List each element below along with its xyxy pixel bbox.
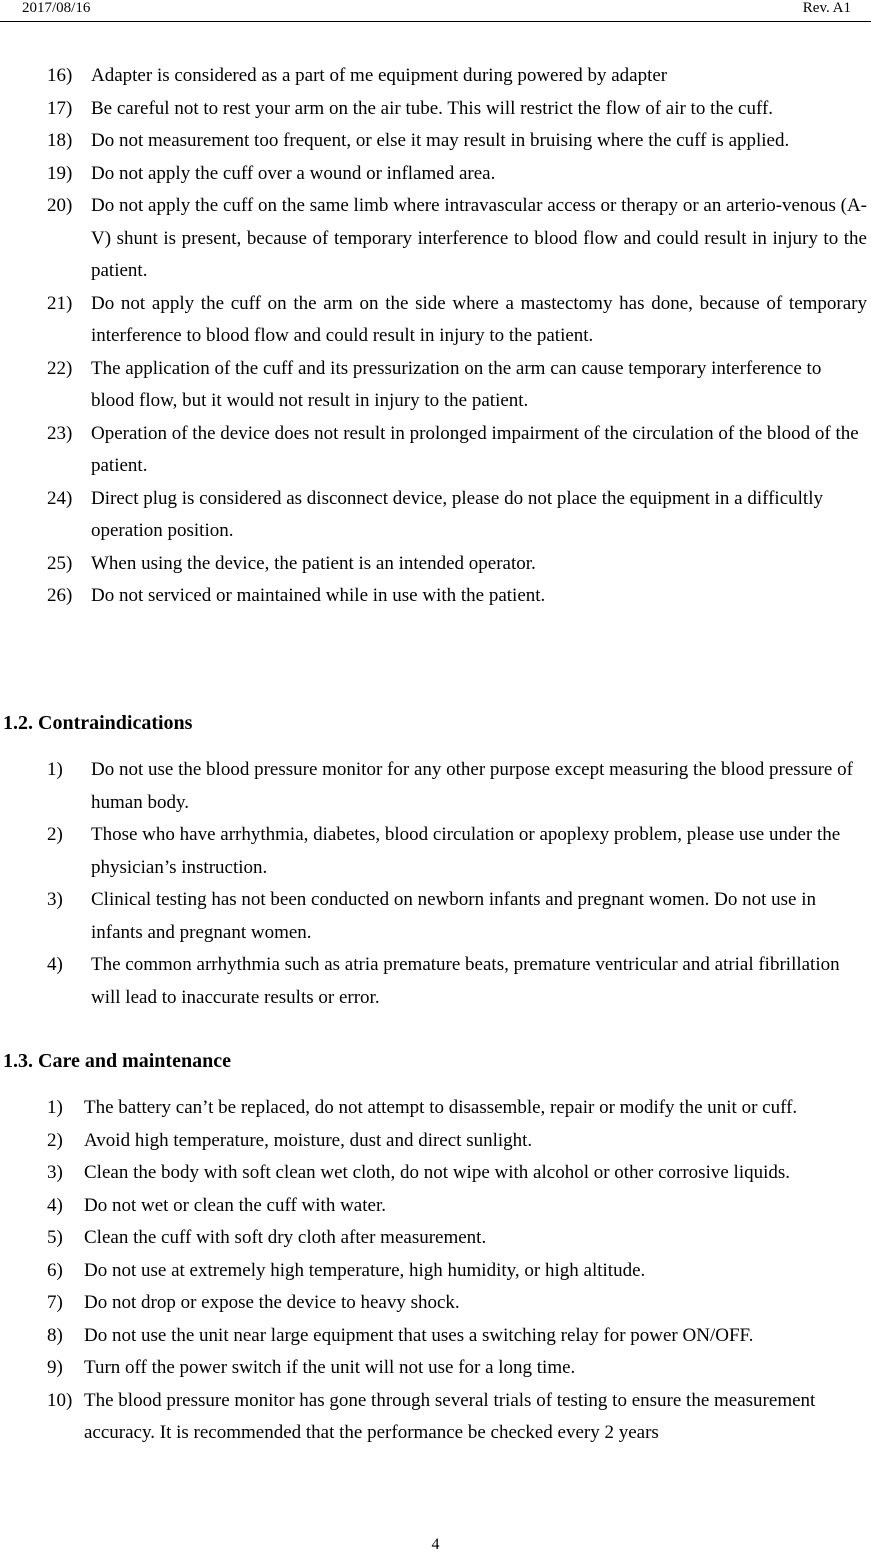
list-item [0,1385,871,1450]
item-text: Clean the cuff with soft dry cloth after measurement. [84,1227,487,1248]
item-number: 18) [47,130,73,151]
item-number: 3) [47,889,63,910]
item-text: Be careful not to rest your arm on the air tube. This will restrict the flow of air to the cuff. [91,97,774,119]
item-number: 17) [47,97,73,119]
list-item [0,125,871,158]
item-text: Do not apply the cuff over a wound or inflamed area. [91,162,496,184]
list-item [0,884,871,949]
list-item [0,580,871,613]
item-number: 5) [47,1227,63,1248]
list-item [0,93,871,126]
item-number: 4) [47,954,63,975]
list-item [0,1092,871,1125]
item-number: 8) [47,1324,63,1346]
item-text: Adapter is considered as a part of me equipment during powered by adapter [91,65,668,86]
item-number: 22) [47,357,73,379]
list-item [0,1190,871,1223]
warnings-list [0,60,871,613]
header-revision: Rev. A1 [802,0,851,16]
item-text: Turn off the power switch if the unit will not use for a long time. [84,1357,576,1378]
item-text: Do not use at extremely high temperature, high humidity, or high altitude. [84,1259,646,1281]
list-item [0,60,871,93]
list-item [0,418,871,483]
list-item [0,1255,871,1288]
item-text: Do not drop or expose the device to heavy shock. [84,1292,460,1313]
item-number: 20) [47,195,73,216]
list-item [0,483,871,548]
page-header [0,0,871,22]
item-number: 26) [47,585,73,606]
item-text: Direct plug is considered as disconnect device, please do not place the equipment in a difficultly operation position. [91,487,823,541]
item-text: The battery can’t be replaced, do not attempt to disassemble, repair or modify the unit or cuff. [84,1097,798,1118]
care-list [0,1092,871,1450]
list-item [0,1352,871,1385]
list-item [0,158,871,191]
section-heading-contraindications: 1.2. Contraindications [3,712,193,734]
list-item [0,1287,871,1320]
item-number: 10) [47,1389,73,1411]
item-text: Do not apply the cuff on the same limb where intravascular access or therapy or an arterio-venous (A-V) shunt is present, because of temporary interference to blood flow and could result in injury to the patient. [91,195,867,281]
item-number: 3) [47,1162,63,1183]
contraindications-list [0,754,871,1014]
list-item [0,819,871,884]
item-number: 23) [47,422,73,444]
item-number: 1) [47,1097,63,1118]
item-number: 4) [47,1194,63,1216]
item-text: The application of the cuff and its pressurization on the arm can cause temporary interference to blood flow, but it would not result in injury to the patient. [91,357,822,411]
list-item [0,1125,871,1158]
item-number: 16) [47,65,73,86]
item-text: Clean the body with soft clean wet cloth, do not wipe with alcohol or other corrosive liquids. [84,1162,791,1183]
item-text: Operation of the device does not result in prolonged impairment of the circulation of the blood of the patient. [91,422,859,476]
item-text: Do not measurement too frequent, or else it may result in bruising where the cuff is applied. [91,130,790,151]
section-heading-care: 1.3. Care and maintenance [3,1050,231,1072]
item-text: Those who have arrhythmia, diabetes, blood circulation or apoplexy problem, please use under the physician’s instruction. [91,824,841,878]
item-number: 9) [47,1357,63,1378]
page-number: 4 [431,1536,440,1553]
list-item [0,754,871,819]
list-item [0,1157,871,1190]
item-text: Clinical testing has not been conducted on newborn infants and pregnant women. Do not use in infants and pregnant women. [91,889,817,943]
list-item [0,1222,871,1255]
list-item [0,288,871,353]
item-text: The blood pressure monitor has gone through several trials of testing to ensure the measurement accuracy. It is recommended that the performance be checked every 2 years [84,1389,816,1443]
item-text: When using the device, the patient is an intended operator. [91,552,536,574]
item-number: 2) [47,1129,63,1151]
list-item [0,548,871,581]
item-text: Do not use the blood pressure monitor for any other purpose except measuring the blood pressure of human body. [91,759,853,813]
item-text: Do not wet or clean the cuff with water. [84,1194,386,1216]
item-text: Do not use the unit near large equipment that uses a switching relay for power ON/OFF. [84,1324,754,1346]
list-item [0,949,871,1014]
item-text: Do not serviced or maintained while in use with the patient. [91,585,546,606]
item-number: 21) [47,292,73,314]
item-number: 25) [47,552,73,574]
item-number: 2) [47,824,63,845]
header-date: 2017/08/16 [22,0,91,16]
item-text: The common arrhythmia such as atria premature beats, premature ventricular and atrial fibrillation will lead to inaccurate results or error. [91,954,840,1008]
list-item [0,190,871,288]
item-number: 19) [47,162,73,184]
item-number: 24) [47,487,73,509]
item-number: 6) [47,1259,63,1281]
list-item [0,1320,871,1353]
item-number: 7) [47,1292,63,1313]
item-text: Do not apply the cuff on the arm on the side where a mastectomy has done, because of temporary interference to blood flow and could result in injury to the patient. [91,292,867,346]
list-item [0,353,871,418]
item-number: 1) [47,759,63,780]
item-text: Avoid high temperature, moisture, dust and direct sunlight. [84,1129,533,1151]
